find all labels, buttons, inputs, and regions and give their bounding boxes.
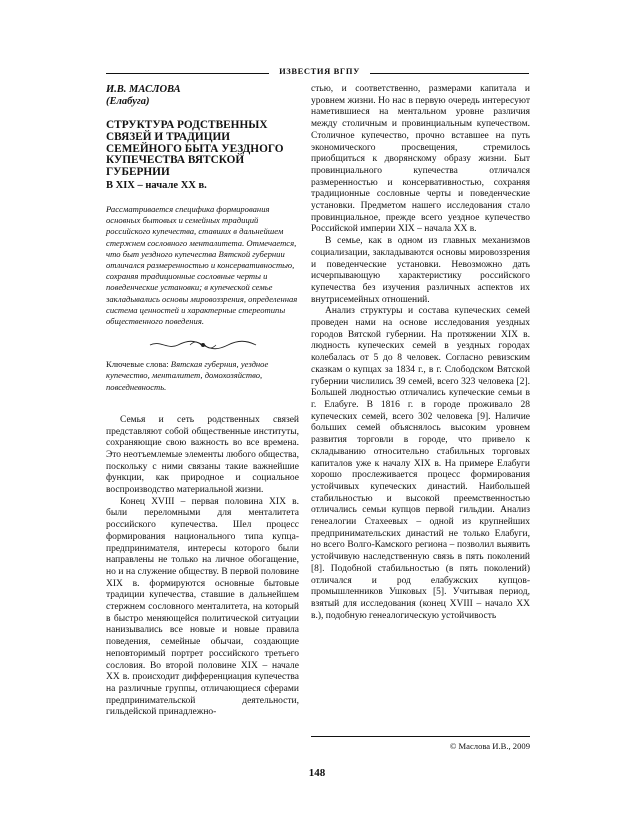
keywords: [106, 359, 299, 393]
author-affiliation: (Елабуга): [106, 96, 150, 107]
right-column: [311, 84, 530, 622]
copyright: © Маслова И.В., 2009: [449, 741, 530, 751]
article-title: СТРУКТУРА РОДСТВЕННЫХ СВЯЗЕЙ И ТРАДИЦИИ СЕМЕЙНОГО БЫТА УЕЗДНОГО КУПЕЧЕСТВА ВЯТСКОЙ ГУБЕРНИИ: [106, 119, 284, 179]
header-rule-left: [106, 73, 269, 74]
journal-title: ИЗВЕСТИЯ ВГПУ: [279, 66, 360, 76]
paragraph: стью, и соответственно, размерами капитала и уровнем жизни. Но нас в первую очередь интересуют наметившиеся на ментальном уровне различия между столичным и провинциальным купечеством. Столичное купечество, прочно вставшее на путь экономического просвещения, стремилось приобщиться к дворянскому образу жизни. Быт провинциального купечества отличался размеренностью и консервативностью, сохраняя традиционные сословные черты и поведенческие установки. Предметом нашего исследования стало провинциальное, прежде всего уездное купечество Российской империи XIX – начала XX в.: [311, 84, 530, 235]
footer-rule: [311, 736, 530, 737]
paragraph: Анализ структуры и состава купеческих семей проведен нами на основе исследования уездных городов Вятской губернии. На протяжении XIX в. людность купеческих семей в уездных городах колебалась от 5 до 8 человек. Согласно ревизским сказкам о купцах за 1834 г., в г. Слободском Вятской губернии числились 39 семей, всего 323 человека [2]. Большей людностью отличались купеческие семьи в г. Елабуге. В 1816 г. в городе проживало 28 купеческих семей, всего 302 человека [9]. Наличие больших семей объяснялось высоким уровнем развития торговли в городе, что привело к складыванию относительно стабильных торговых капиталов уже к началу XIX в. На примере Елабуги хорошо прослеживается процесс формирования устойчивых купеческих династий. Наибольшей стабильностью и высокой преемственностью отличались семьи купцов первой гильдии. Анализ генеалогии Стахеевых – одной из крупнейших предпринимательских династий не только Елабуги, но всего Волго-Камского региона – позволил выявить устойчивую наследственную связь в пять поколений [8]. Подобной стабильностью (в пять поколений) отличался и род елабужских купцов-промышленников Ушковых [5]. Учитывая период, взятый для исследования (конец XVIII – начало XX в.), подобную генеалогическую устойчивость: [311, 306, 530, 621]
keywords-text: Вятская губерния, уездное купечество, менталитет, домохозяйство, повседневность.: [106, 359, 269, 392]
paragraph: Семья и сеть родственных связей представляют собой общественные институты, сохраняющие свою важность во все времена. Это неотъемлемые элементы любого общества, поскольку с ними связаны такие важнейшие функции, как природное и социальное воспроизводство материальной жизни.: [106, 414, 299, 496]
keywords-label: Ключевые слова:: [106, 359, 169, 370]
ornament-divider: [106, 339, 299, 351]
abstract: Рассматривается специфика формирования основных бытовых и семейных традиций российского купечества, ставших в дальнейшем стержнем сословного менталитета. Отмечается, что быт уездного купечества Вятской губернии отличался размеренностью и консервативностью, сохраняя традиционные сословные черты и поведенческие установки; в купеческой семье закладывались основы мировоззрения, определенная система ценностей и характерные стереотипы общественного поведения.: [106, 203, 298, 327]
left-body-text: [106, 415, 299, 719]
flourish-icon: [148, 339, 258, 351]
paragraph: Конец XVIII – первая половина XIX в. были переломными для менталитета российского купечества. Шел процесс формирования национального типа купца-предпринимателя, интересы которого были направлены не только на личное обогащение, но и на служение обществу. В первой половине XIX в. формируются основные бытовые традиции купечества, ставшие в дальнейшем стержнем сословного менталитета, на который в быстро меняющейся политической ситуации нанизывались все новые и новые правила поведения, семейные обычаи, создающие неповторимый портрет российского третьего сословия. Во второй половине XIX – начале XX в. происходит дифференциация купечества на различные группы, отличающиеся сферами предпринимательской деятельности, гильдейской принадлежно-: [106, 496, 299, 718]
page-number: 148: [308, 767, 326, 779]
header-rule-right: [370, 73, 529, 74]
author-name: И.В. МАСЛОВА: [106, 84, 181, 95]
left-column: [106, 84, 299, 719]
paragraph: В семье, как в одном из главных механизмов социализации, закладываются основы мировоззрения и поведенческие установки. Невозможно дать исчерпывающую характеристику российского купечества без изучения различных аспектов их внутрисемейных отношений.: [311, 236, 530, 305]
article-subtitle: В XIX – начале XX в.: [106, 179, 207, 191]
